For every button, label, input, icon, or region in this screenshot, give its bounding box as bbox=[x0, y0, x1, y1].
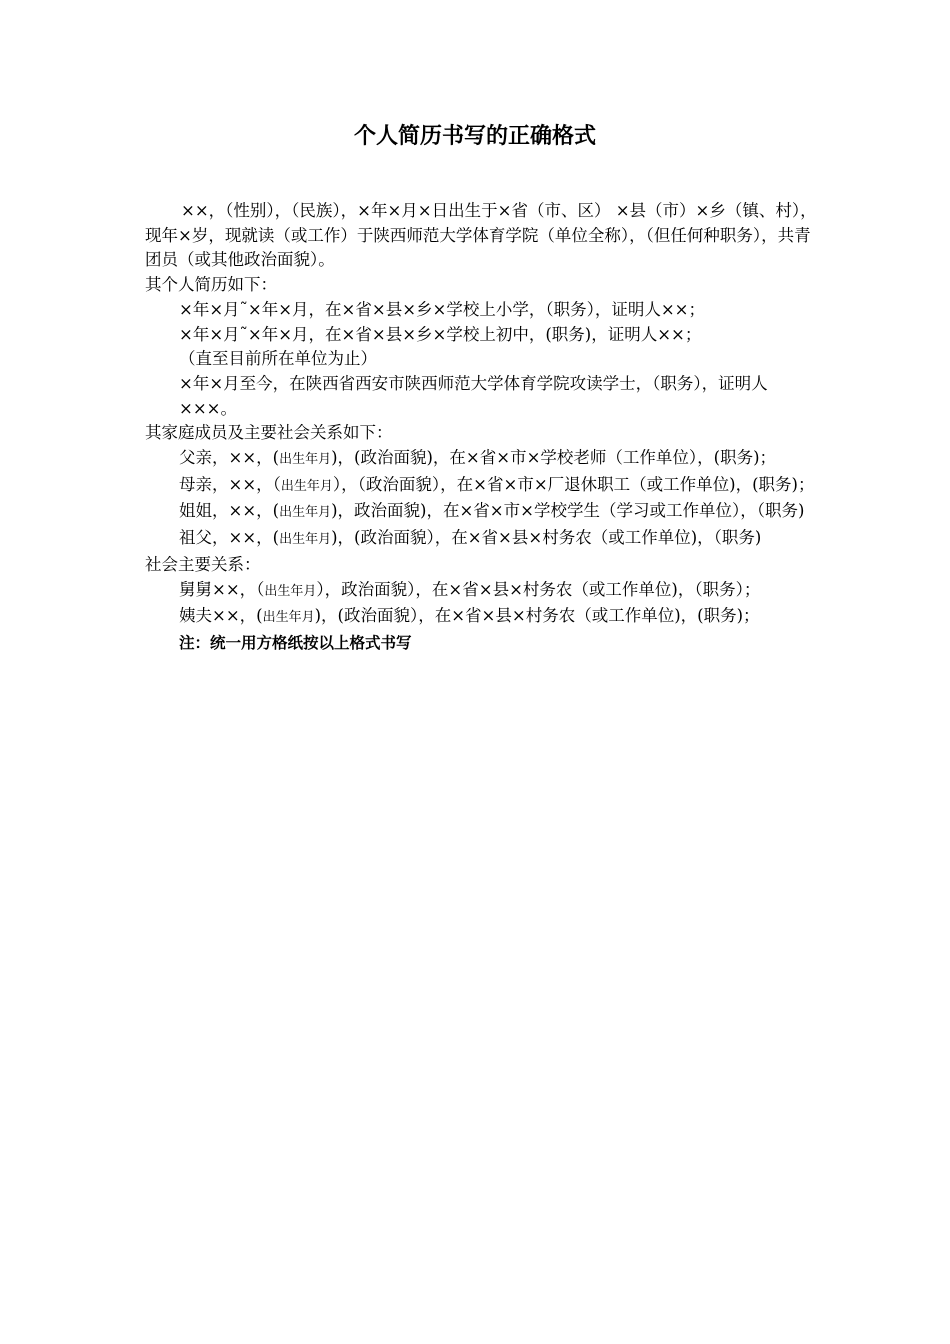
family-member: 母亲，××，（出生年月），（政治面貌），在×省×市×厂退休职工（或工作单位)，(职务)； bbox=[179, 474, 815, 494]
document-body bbox=[145, 199, 817, 656]
social-heading: 社会主要关系： bbox=[145, 554, 261, 574]
resume-entry: ×年×月˜×年×月，在×省×县×乡×学校上初中，(职务)，证明人××； bbox=[179, 324, 702, 344]
resume-entry: ×年×月˜×年×月，在×省×县×乡×学校上小学，（职务），证明人××； bbox=[179, 299, 706, 319]
social-relation: 舅舅××，（出生年月），政治面貌），在×省×县×村务农（或工作单位)，（职务）； bbox=[179, 579, 761, 599]
family-member: 祖父，××，(出生年月)，(政治面貌），在×省×县×村务农（或工作单位)，（职务) bbox=[179, 528, 762, 548]
resume-entry: （直至目前所在单位为止） bbox=[179, 349, 377, 369]
document-title: 个人简历书写的正确格式 bbox=[353, 124, 596, 149]
resume-heading: 其个人简历如下： bbox=[145, 275, 277, 295]
family-member: 父亲，××，(出生年月)，(政治面貌)，在×省×市×学校老师（工作单位），(职务)； bbox=[179, 448, 777, 468]
family-heading: 其家庭成员及主要社会关系如下： bbox=[145, 423, 393, 443]
family-member: 姐姐，××，(出生年月)，政治面貌)，在×省×市×学校学生（学习或工作单位），（职务) bbox=[179, 501, 805, 521]
resume-entry: ×年×月至今，在陕西省西安市陕西师范大学体育学院攻读学士，（职务），证明人×××。 bbox=[179, 373, 768, 418]
social-relation: 姨夫××，(出生年月)，(政治面貌），在×省×县×村务农（或工作单位)，(职务)； bbox=[179, 606, 760, 626]
format-note: 注：统一用方格纸按以上格式书写 bbox=[179, 633, 412, 652]
intro-paragraph: ××，（性别），（民族），×年×月×日出生于×省（市、区） ×县（市）×乡（镇、村），现年×岁，现就读（或工作）于陕西师范大学体育学院（单位全称），（但任何种职务），共青团员（或其他政治面貌）。 bbox=[145, 201, 817, 270]
